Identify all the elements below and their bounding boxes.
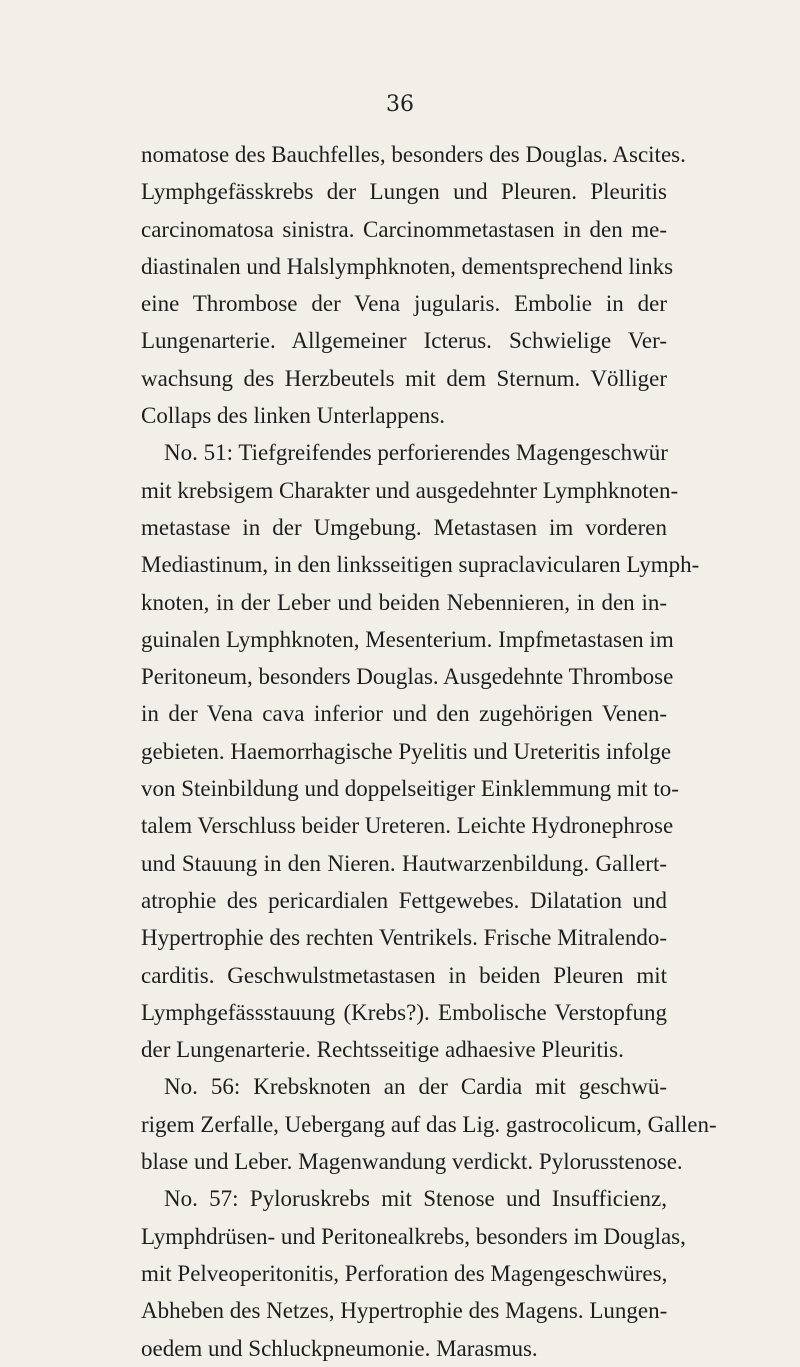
text-line: atrophie des pericardialen Fettgewebes. Dilatation und (141, 887, 667, 913)
text-line: eine Thrombose der Vena jugularis. Embolie in der (141, 291, 667, 317)
text-line: diastinalen und Halslymphknoten, dementsprechend links (141, 253, 674, 279)
text-line: mit Pelveoperitonitis, Perforation des Magengeschwüres, (141, 1260, 668, 1286)
text-line: Lymphdrüsen- und Peritonealkrebs, besonders im Douglas, (141, 1223, 686, 1249)
text-line: Peritoneum, besonders Douglas. Ausgedehnte Thrombose (141, 664, 674, 690)
text-line: Lymphgefässkrebs der Lungen und Pleuren. Pleuritis (141, 179, 667, 205)
text-line: blase und Leber. Magenwandung verdickt. Pylorusstenose. (141, 1149, 683, 1175)
text-line: No. 51: Tiefgreifendes perforierendes Magengeschwür (164, 440, 668, 466)
text-line: wachsung des Herzbeutels mit dem Sternum. Völliger (141, 365, 667, 391)
text-line: in der Vena cava inferior und den zugehörigen Venen- (141, 701, 667, 727)
text-line: Hypertrophie des rechten Ventrikels. Frische Mitralendo- (141, 925, 667, 951)
text-line: und Stauung in den Nieren. Hautwarzenbildung. Gallert- (141, 850, 667, 876)
text-line: der Lungenarterie. Rechtsseitige adhaesive Pleuritis. (141, 1037, 624, 1063)
text-line: rigem Zerfalle, Uebergang auf das Lig. gastrocolicum, Gallen- (141, 1111, 717, 1137)
text-line: oedem und Schluckpneumonie. Marasmus. (141, 1335, 538, 1361)
page-number: 36 (386, 92, 414, 117)
text-line: Lungenarterie. Allgemeiner Icterus. Schwielige Ver- (141, 328, 667, 354)
text-line: gebieten. Haemorrhagische Pyelitis und Ureteritis infolge (141, 738, 672, 764)
text-line: No. 56: Krebsknoten an der Cardia mit geschwü- (164, 1074, 667, 1100)
text-line: talem Verschluss beider Ureteren. Leichte Hydronephrose (141, 813, 674, 839)
text-line: Mediastinum, in den linksseitigen supraclavicularen Lymph- (141, 552, 700, 578)
text-line: carcinomatosa sinistra. Carcinommetastasen in den me- (141, 216, 667, 242)
text-line: No. 57: Pyloruskrebs mit Stenose und Insufficienz, (164, 1186, 667, 1212)
text-line: metastase in der Umgebung. Metastasen im vorderen (141, 514, 667, 540)
text-line: carditis. Geschwulstmetastasen in beiden Pleuren mit (141, 962, 667, 988)
text-line: von Steinbildung und doppelseitiger Einklemmung mit to- (141, 776, 679, 802)
text-line: knoten, in der Leber und beiden Nebennieren, in den in- (141, 589, 667, 615)
text-line: Abheben des Netzes, Hypertrophie des Magens. Lungen- (141, 1298, 668, 1324)
text-line: Collaps des linken Unterlappens. (141, 403, 446, 429)
text-line: mit krebsigem Charakter und ausgedehnter Lymphknoten- (141, 477, 679, 503)
text-line: guinalen Lymphknoten, Mesenterium. Impfmetastasen im (141, 626, 674, 652)
text-line: nomatose des Bauchfelles, besonders des Douglas. Ascites. (141, 142, 686, 167)
body-text (141, 136, 717, 1367)
text-line: Lymphgefässstauung (Krebs?). Embolische Verstopfung (141, 999, 667, 1025)
